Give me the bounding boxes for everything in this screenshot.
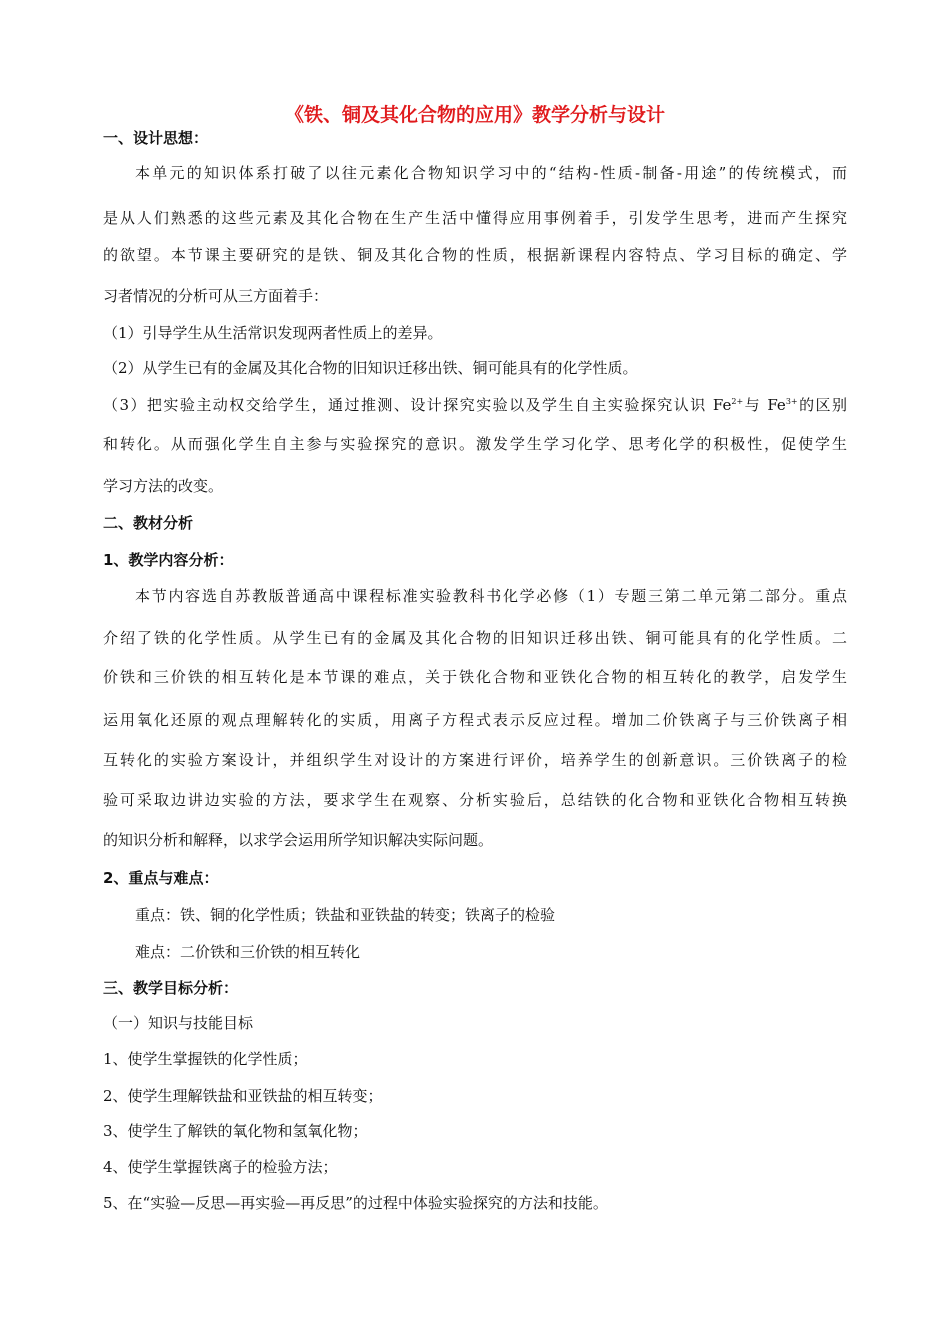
list-item: 2、使学生理解铁盐和亚铁盐的相互转变； [103,1087,383,1105]
section-heading-material-analysis: 二、教材分析 [103,514,194,532]
item-text: 与 Fe [743,396,786,414]
item-text: （3）把实验主动权交给学生，通过推测、设计探究实验以及学生自主实验探究认识 Fe [103,396,732,414]
paragraph-line: 介绍了铁的化学性质。从学生已有的金属及其化合物的旧知识迁移出铁、铜可能具有的化学性质。二 [103,629,847,647]
list-item: 4、使学生掌握铁离子的检验方法； [103,1158,338,1176]
list-item [103,395,847,415]
paragraph-line: 本节内容选自苏教版普通高中课程标准实验教科书化学必修（1）专题三第二单元第二部分。重点 [135,587,847,605]
difficult-point-text: 难点：二价铁和三价铁的相互转化 [135,943,361,961]
key-point-text: 重点：铁、铜的化学性质；铁盐和亚铁盐的转变；铁离子的检验 [135,906,556,924]
superscript-charge: 3+ [785,397,798,406]
paragraph-line: 习者情况的分析可从三方面着手： [103,287,329,305]
paragraph-line: 互转化的实验方案设计，并组织学生对设计的方案进行评价，培养学生的创新意识。三价铁离子的检 [103,751,847,769]
paragraph-line: 价铁和三价铁的相互转化是本节课的难点，关于铁化合物和亚铁化合物的相互转化的教学，启发学生 [103,668,847,686]
section-heading-design-idea: 一、设计思想： [103,129,209,147]
list-item: （2）从学生已有的金属及其化合物的旧知识迁移出铁、铜可能具有的化学性质。 [103,359,638,377]
paragraph-line: 运用氧化还原的观点理解转化的实质，用离子方程式表示反应过程。增加二价铁离子与三价铁离子相 [103,711,847,729]
list-item: 1、使学生掌握铁的化学性质； [103,1050,308,1068]
paragraph-line: 学习方法的改变。 [103,477,224,495]
subsection-heading: 1、教学内容分析： [103,551,234,569]
paragraph-line: 和转化。从而强化学生自主参与实验探究的意识。激发学生学习化学、思考化学的积极性，促使学生 [103,435,847,453]
paragraph-line: 的知识分析和解释，以求学会运用所学知识解决实际问题。 [103,831,494,849]
superscript-charge: 2+ [731,397,744,406]
paragraph-line: 的欲望。本节课主要研究的是铁、铜及其化合物的性质，根据新课程内容特点、学习目标的确定、学 [103,246,847,264]
list-item: 5、在“实验—反思—再实验—再反思”的过程中体验实验探究的方法和技能。 [103,1194,608,1212]
paragraph-line: 验可采取边讲边实验的方法，要求学生在观察、分析实验后，总结铁的化合物和亚铁化合物相互转换 [103,791,847,809]
paragraph-line: 本单元的知识体系打破了以往元素化合物知识学习中的“结构-性质-制备-用途”的传统模式，而 [135,164,847,182]
paragraph-line: 是从人们熟悉的这些元素及其化合物在生产生活中懂得应用事例着手，引发学生思考，进而产生探究 [103,209,847,227]
subsection-heading: 2、重点与难点： [103,869,219,887]
document-title: 《铁、铜及其化合物的应用》教学分析与设计 [284,104,665,126]
item-text: 的区别 [797,396,847,414]
section-heading-teaching-goals: 三、教学目标分析： [103,979,239,997]
list-item: 3、使学生了解铁的氧化物和氢氧化物； [103,1122,368,1140]
subsection-heading: （一）知识与技能目标 [103,1014,254,1032]
list-item: （1）引导学生从生活常识发现两者性质上的差异。 [103,324,443,342]
